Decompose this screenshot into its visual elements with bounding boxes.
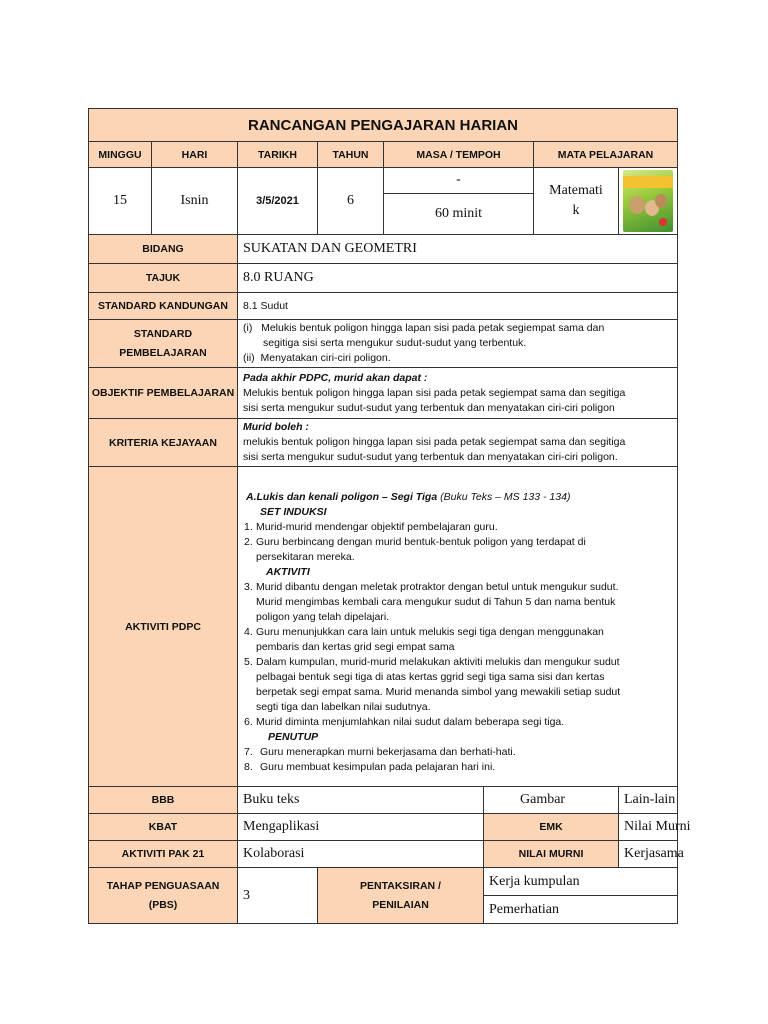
- bbb-label: BBB: [89, 787, 238, 814]
- aktiviti-step-line: berpetak segi empat sama. Murid menanda simbol yang mewakili setiap sudut: [256, 686, 621, 698]
- sp-i-line-2: segitiga sisi serta mengukur sudut-sudut yang terbentuk.: [263, 337, 527, 349]
- aktiviti-step-number: 3.: [244, 581, 253, 593]
- sp-i-num: (i): [243, 322, 253, 334]
- sp-label-line-2: PEMBELAJARAN: [119, 346, 207, 359]
- header-hari: HARI: [152, 142, 238, 168]
- aktiviti-step-line: poligon yang telah dipelajari.: [256, 611, 390, 623]
- tarikh-value: 3/5/2021: [238, 168, 318, 235]
- sp-label-line-1: STANDARD: [133, 327, 193, 340]
- page-title: RANCANGAN PENGAJARAN HARIAN: [89, 109, 678, 142]
- aktiviti-step-line: persekitaran mereka.: [256, 551, 355, 563]
- textbook-cover-cell: [619, 168, 678, 235]
- header-minggu: MINGGU: [89, 142, 152, 168]
- kriteria-line-1: melukis bentuk poligon hingga lapan sisi pada petak segiempat sama dan segitiga: [243, 436, 626, 448]
- closing-step: [244, 745, 673, 760]
- mata-line-2: k: [572, 203, 580, 218]
- emk-value: Nilai Murni: [619, 814, 678, 841]
- header-mata-pelajaran: MATA PELAJARAN: [534, 142, 678, 168]
- kbat-label: KBAT: [89, 814, 238, 841]
- mata-line-1: Matemati: [549, 183, 603, 198]
- aktiviti-step-line: pembaris dan kertas grid segi empat sama: [256, 641, 455, 653]
- textbook-cover-image: [623, 170, 673, 232]
- aktiviti-step-number: 5.: [244, 656, 253, 668]
- bidang-value: SUKATAN DAN GEOMETRI: [238, 235, 678, 264]
- aktiviti-step-number: 1.: [244, 521, 253, 533]
- standard-kandungan-value: 8.1 Sudut: [238, 293, 678, 320]
- aktiviti-step-line: Dalam kumpulan, murid-murid melakukan aktiviti melukis dan mengukur sudut: [256, 656, 620, 668]
- standard-kandungan-label: STANDARD KANDUNGAN: [89, 293, 238, 320]
- bbb-lain-lain: Lain-lain: [619, 787, 678, 814]
- aktiviti-step: [244, 580, 673, 625]
- pn-label-line-1: PENTAKSIRAN /: [360, 879, 441, 892]
- tajuk-value: 8.0 RUANG: [238, 264, 678, 293]
- header-masa: MASA / TEMPOH: [384, 142, 534, 168]
- aktiviti-heading: AKTIVITI: [266, 566, 310, 578]
- objektif-line-1: Melukis bentuk poligon hingga lapan sisi pada petak segiempat sama dan segitiga: [243, 386, 626, 399]
- aktiviti-step-text: [256, 520, 498, 535]
- sp-ii-num: (ii): [243, 352, 255, 364]
- closing-step-text: Guru menerapkan murni bekerjasama dan berhati-hati.: [260, 746, 516, 758]
- aktiviti-step: [244, 520, 673, 535]
- aktiviti-step-number: 2.: [244, 536, 253, 548]
- bbb-gambar: Gambar: [484, 787, 619, 814]
- aktiviti-content: [238, 467, 678, 787]
- objektif-label: OBJEKTIF PEMBELAJARAN: [89, 368, 238, 419]
- tp-label-line-1: TAHAP PENGUASAAN: [106, 879, 220, 892]
- aktiviti-step-number: 4.: [244, 626, 253, 638]
- aktiviti-heading-a: A.Lukis dan kenali poligon – Segi Tiga: [246, 491, 438, 503]
- kriteria-heading: Murid boleh :: [243, 421, 309, 433]
- pentaksiran-value-1: Kerja kumpulan: [484, 868, 678, 896]
- aktiviti-step-line: Murid dibantu dengan meletak protraktor dengan betul untuk mengukur sudut.: [256, 581, 619, 593]
- pentaksiran-value-2: Pemerhatian: [484, 896, 678, 924]
- aktiviti-step: [244, 655, 673, 715]
- aktiviti-step-line: segti tiga dan labelkan nilai sudutnya.: [256, 701, 431, 713]
- sp-ii-text: Menyatakan ciri-ciri poligon.: [260, 352, 391, 364]
- header-tahun: TAHUN: [318, 142, 384, 168]
- tahap-penguasaan-label: [89, 868, 238, 924]
- mata-pelajaran-value: [534, 168, 619, 235]
- aktiviti-step-text: [256, 580, 618, 625]
- masa-bottom-value: 60 minit: [384, 193, 534, 234]
- aktiviti-step-text: [256, 535, 586, 565]
- tajuk-label: TAJUK: [89, 264, 238, 293]
- aktiviti-heading-ref: (Buku Teks – MS 133 - 134): [440, 491, 571, 503]
- lesson-plan: [88, 108, 691, 924]
- tp-label-line-2: (PBS): [148, 898, 178, 911]
- set-induksi-heading: SET INDUKSI: [260, 506, 327, 518]
- pak21-value: Kolaborasi: [238, 841, 484, 868]
- closing-step-number: 8.: [244, 761, 253, 773]
- kriteria-value: [238, 419, 678, 467]
- aktiviti-step-line: Murid-murid mendengar objektif pembelajaran guru.: [256, 521, 498, 533]
- bidang-label: BIDANG: [89, 235, 238, 264]
- aktiviti-step-text: [256, 715, 564, 730]
- nilai-murni-label: NILAI MURNI: [484, 841, 619, 868]
- minggu-value: 15: [89, 168, 152, 235]
- kbat-value: Mengaplikasi: [238, 814, 484, 841]
- nilai-murni-value: Kerjasama: [619, 841, 678, 868]
- kriteria-line-2: sisi serta mengukur sudut-sudut yang terbentuk dan menyatakan ciri-ciri poligon.: [243, 451, 618, 463]
- sp-i-line-1: Melukis bentuk poligon hingga lapan sisi pada petak segiempat sama dan: [261, 322, 605, 334]
- aktiviti-closing-steps: [244, 745, 673, 775]
- closing-step-number: 7.: [244, 746, 253, 758]
- objektif-heading: Pada akhir PDPC, murid akan dapat :: [243, 371, 428, 384]
- pentaksiran-label: [318, 868, 484, 924]
- aktiviti-step-text: [256, 625, 604, 655]
- aktiviti-label: AKTIVITI PDPC: [89, 467, 238, 787]
- pn-label-line-2: PENILAIAN: [372, 898, 429, 911]
- standard-pembelajaran-label: [89, 320, 238, 368]
- aktiviti-step-text: [256, 655, 620, 715]
- aktiviti-step-line: Guru berbincang dengan murid bentuk-bentuk poligon yang terdapat di: [256, 536, 586, 548]
- bbb-buku-teks: Buku teks: [238, 787, 484, 814]
- hari-value: Isnin: [152, 168, 238, 235]
- tahun-value: 6: [318, 168, 384, 235]
- closing-step-text: Guru membuat kesimpulan pada pelajaran hari ini.: [260, 761, 496, 773]
- emk-label: EMK: [484, 814, 619, 841]
- aktiviti-step-line: Murid diminta menjumlahkan nilai sudut dalam beberapa segi tiga.: [256, 716, 565, 728]
- aktiviti-step-line: Guru menunjukkan cara lain untuk melukis segi tiga dengan menggunakan: [256, 626, 604, 638]
- masa-top-value: -: [384, 168, 534, 194]
- aktiviti-step: [244, 535, 673, 565]
- aktiviti-step-line: Murid mengimbas kembali cara mengukur sudut di Tahun 5 dan nama bentuk: [256, 596, 616, 608]
- aktiviti-step-number: 6.: [244, 716, 253, 728]
- objektif-value: [238, 368, 678, 419]
- penutup-heading: PENUTUP: [268, 731, 319, 743]
- aktiviti-step: [244, 625, 673, 655]
- header-tarikh: TARIKH: [238, 142, 318, 168]
- standard-pembelajaran-value: [238, 320, 678, 368]
- objektif-line-2: sisi serta mengukur sudut-sudut yang terbentuk dan menyatakan ciri-ciri poligon: [243, 401, 615, 414]
- tahap-penguasaan-value: 3: [238, 868, 318, 924]
- kriteria-label: KRITERIA KEJAYAAN: [89, 419, 238, 467]
- lesson-plan-table: [88, 108, 691, 924]
- closing-step: [244, 760, 673, 775]
- aktiviti-step-line: pelbagai bentuk segi tiga di atas kertas ggrid segi tiga sama sisi dan kertas: [256, 671, 605, 683]
- aktiviti-step: [244, 715, 673, 730]
- aktiviti-steps: [244, 520, 673, 745]
- pak21-label: AKTIVITI PAK 21: [89, 841, 238, 868]
